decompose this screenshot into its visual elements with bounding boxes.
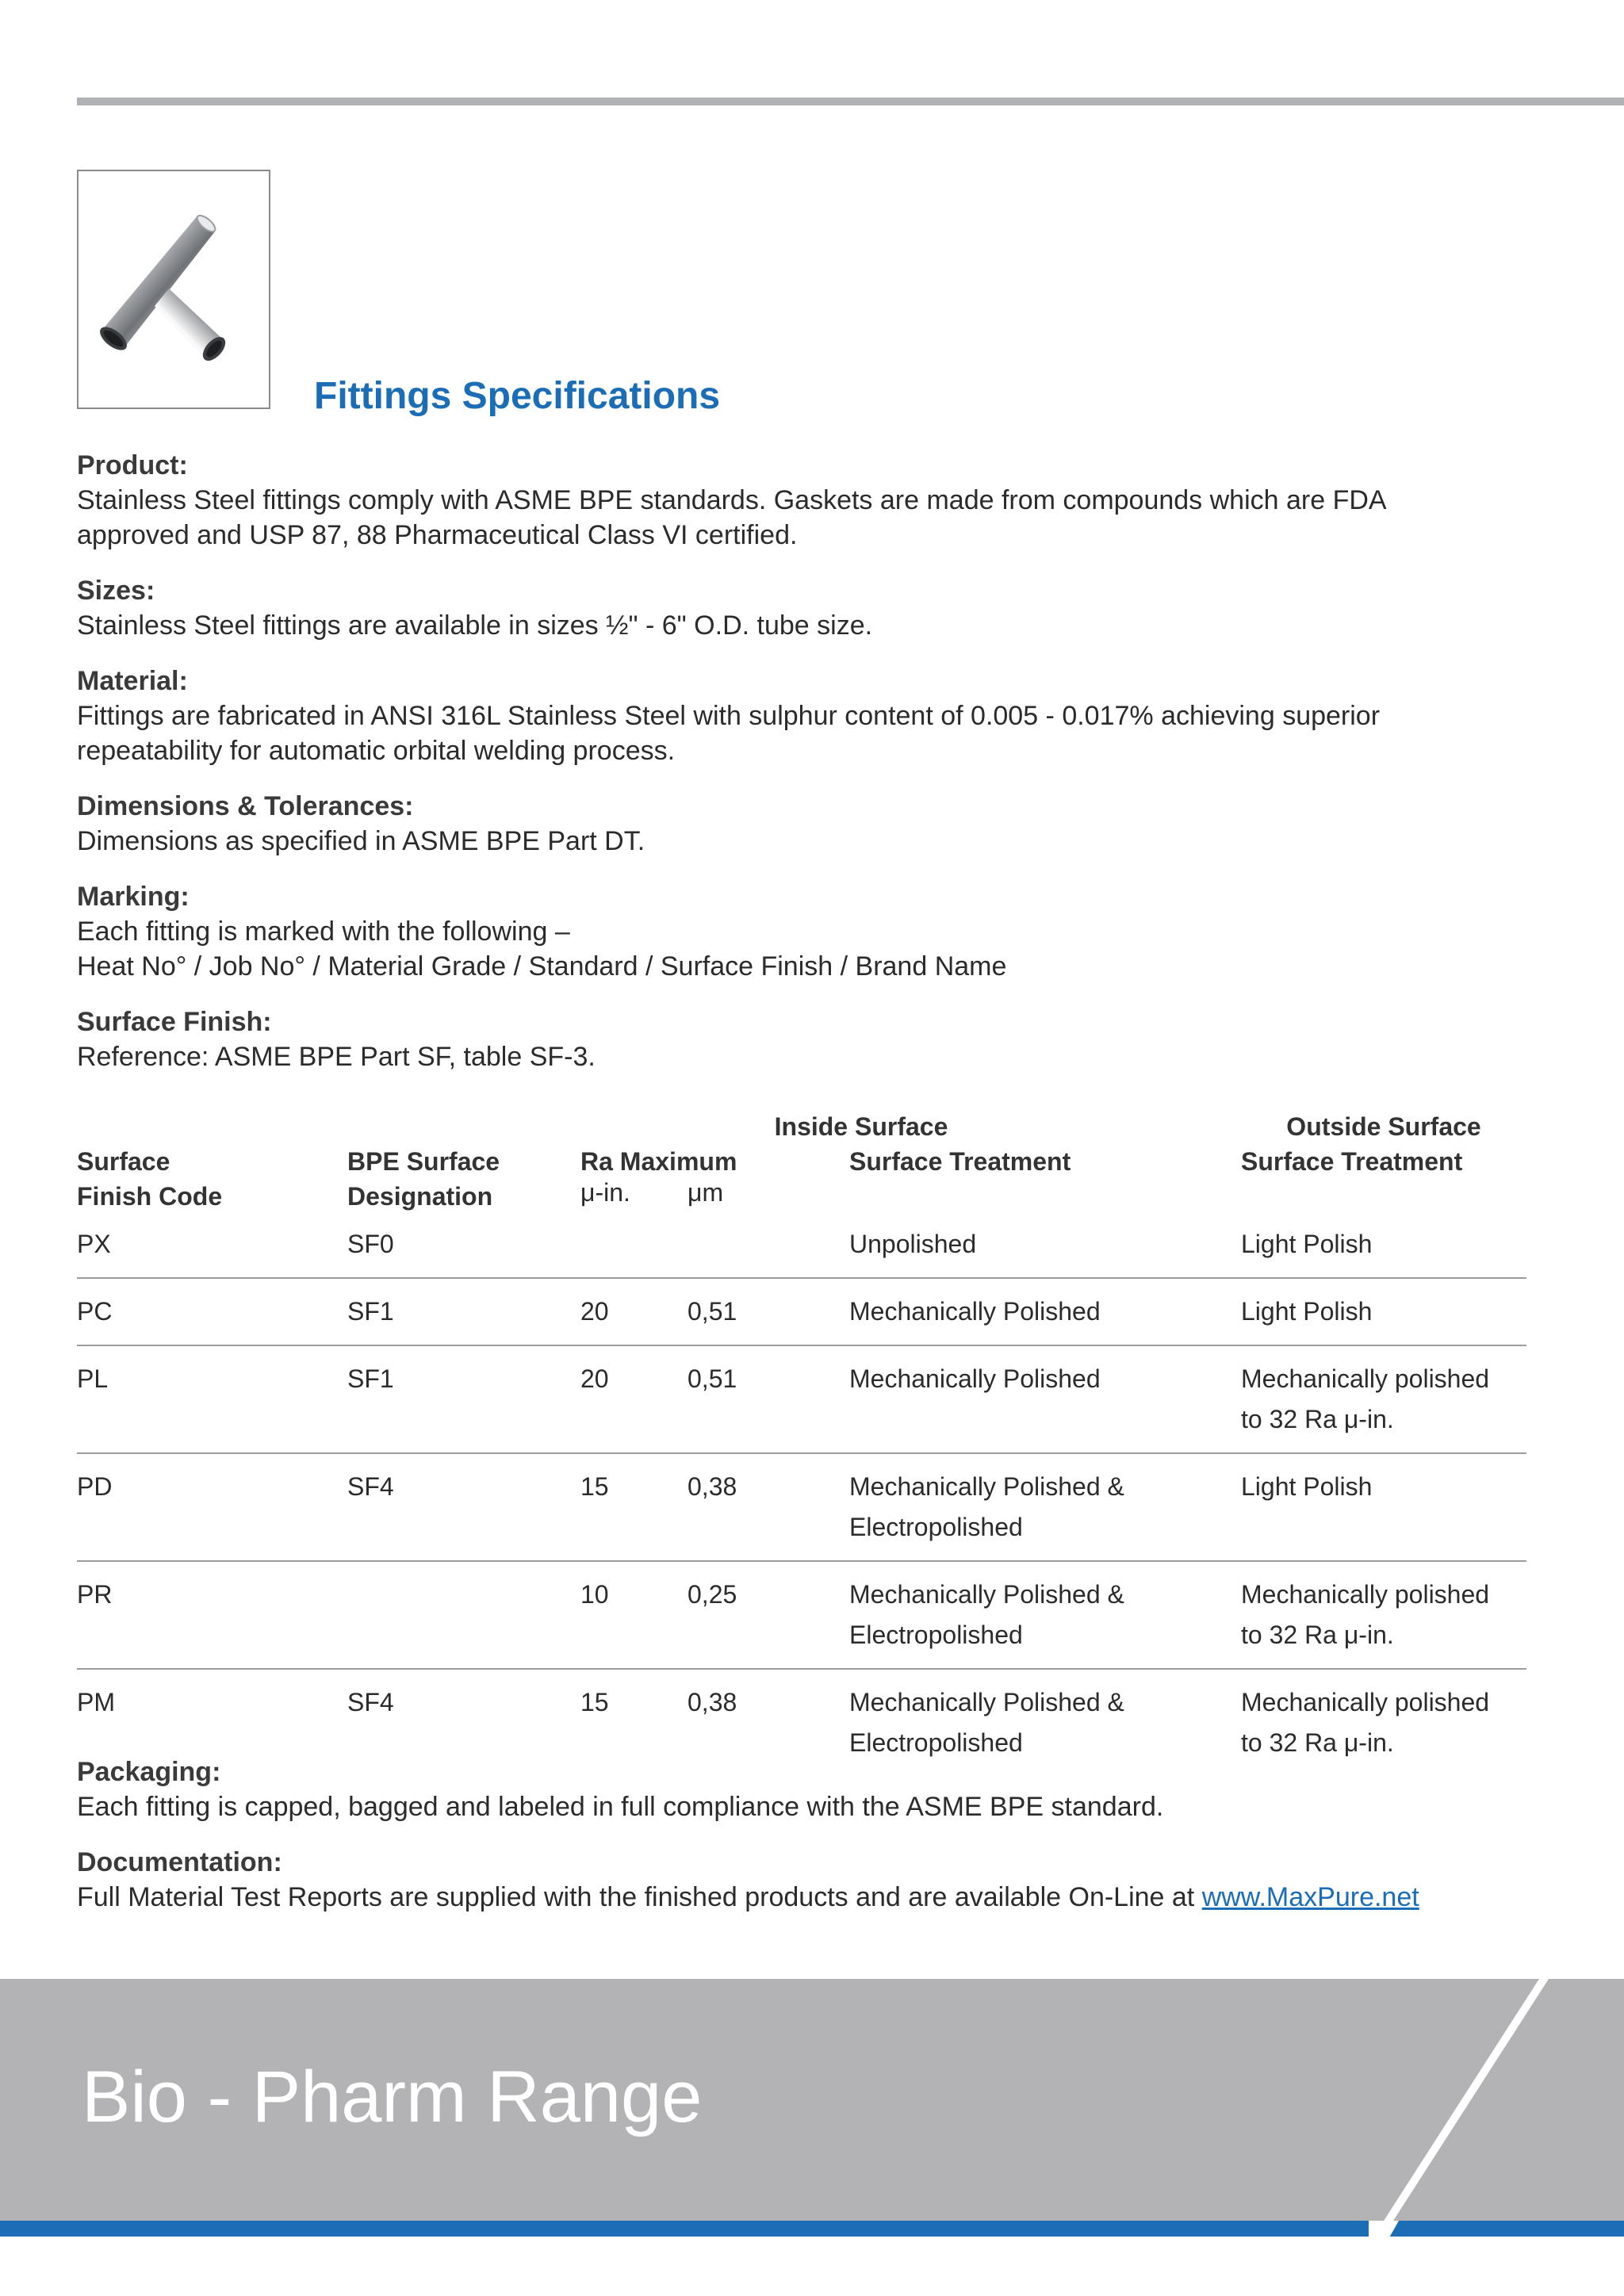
inside-surface-header: Inside Surface — [774, 1112, 948, 1141]
column-header-row — [77, 1142, 1526, 1177]
website-link[interactable]: www.MaxPure.net — [1201, 1882, 1419, 1912]
column-subheader-row — [77, 1177, 1526, 1211]
group-header-row — [77, 1107, 1526, 1142]
cell-uin: 10 — [580, 1561, 688, 1669]
cell-outside — [1241, 1345, 1526, 1453]
cell-line: Mechanically polished — [1241, 1580, 1490, 1609]
section-label: Material: — [77, 666, 188, 696]
cell-line: to 32 Ra μ-in. — [1241, 1728, 1394, 1757]
dimensions-section — [77, 789, 1528, 859]
cell-bpe: SF0 — [347, 1230, 394, 1258]
closing-sections — [77, 1755, 1544, 1935]
table-row — [77, 1561, 1526, 1669]
spec-sections — [77, 448, 1528, 1095]
cell-bpe: SF4 — [347, 1453, 580, 1561]
table-row — [77, 1345, 1526, 1453]
cell-uin: 15 — [580, 1669, 688, 1776]
cell-bpe: SF1 — [347, 1278, 580, 1345]
cell-outside — [1241, 1278, 1526, 1345]
cell-line: Light Polish — [1241, 1472, 1373, 1501]
cell-code: PR — [77, 1561, 347, 1669]
top-rule — [77, 98, 1624, 105]
cell-line: Mechanically Polished & — [849, 1688, 1124, 1716]
header-code-line2: Finish Code — [77, 1182, 223, 1211]
surface-finish-section — [77, 1004, 1528, 1074]
cell-outside — [1241, 1453, 1526, 1561]
section-text: Stainless Steel fittings are available in sizes ½" - 6" O.D. tube size. — [77, 610, 873, 641]
cell-uin — [580, 1211, 688, 1278]
cell-line: Mechanically polished — [1241, 1364, 1490, 1393]
cell-code: PD — [77, 1453, 347, 1561]
cell-inside — [849, 1345, 1241, 1453]
section-text: Fittings are fabricated in ANSI 316L Stainless Steel with sulphur content of 0.005 - 0.017% achieving superior — [77, 701, 1381, 731]
cell-line: Light Polish — [1241, 1297, 1373, 1326]
marking-section — [77, 879, 1528, 984]
cell-um: 0,51 — [688, 1278, 849, 1345]
section-text — [77, 1880, 1544, 1915]
section-label: Documentation: — [77, 1847, 282, 1877]
cell-code: PC — [77, 1278, 347, 1345]
header-bpe-line2: Designation — [347, 1182, 493, 1211]
section-label: Surface Finish: — [77, 1007, 272, 1037]
material-section — [77, 664, 1528, 768]
cell-line: Mechanically Polished & — [849, 1472, 1124, 1501]
section-label: Product: — [77, 450, 188, 480]
cell-line: Unpolished — [849, 1230, 977, 1258]
section-text: Heat No° / Job No° / Material Grade / Standard / Surface Finish / Brand Name — [77, 951, 1007, 982]
cell-line: to 32 Ra μ-in. — [1241, 1621, 1394, 1649]
section-text: approved and USP 87, 88 Pharmaceutical Class VI certified. — [77, 520, 798, 550]
sizes-section — [77, 573, 1528, 643]
header-unit-uin: μ-in. — [580, 1178, 630, 1207]
documentation-section — [77, 1845, 1544, 1915]
cell-uin: 20 — [580, 1345, 688, 1453]
cell-um: 0,38 — [688, 1669, 849, 1776]
cell-line: Electropolished — [849, 1513, 1023, 1541]
cell-inside — [849, 1278, 1241, 1345]
cell-um: 0,51 — [688, 1345, 849, 1453]
cell-line: to 32 Ra μ-in. — [1241, 1405, 1394, 1433]
header-code: Surface — [77, 1147, 170, 1176]
cell-line: Mechanically Polished & — [849, 1580, 1124, 1609]
cell-inside — [849, 1561, 1241, 1669]
header-ra: Ra Maximum — [580, 1147, 737, 1176]
cell-um — [688, 1211, 849, 1278]
cell-bpe: SF1 — [347, 1345, 580, 1453]
cell-outside — [1241, 1561, 1526, 1669]
page-title: Fittings Specifications — [314, 375, 721, 417]
section-label: Dimensions & Tolerances: — [77, 791, 414, 821]
cell-inside — [849, 1211, 1241, 1278]
cell-code: PL — [77, 1345, 347, 1453]
cell-bpe — [347, 1561, 580, 1669]
cell-line: Mechanically Polished — [849, 1297, 1101, 1326]
cell-outside — [1241, 1211, 1526, 1278]
section-text: Dimensions as specified in ASME BPE Part DT. — [77, 826, 645, 856]
cell-line: Light Polish — [1241, 1230, 1373, 1258]
section-label: Sizes: — [77, 576, 155, 606]
product-section — [77, 448, 1528, 553]
cell-um: 0,25 — [688, 1561, 849, 1669]
section-text: Each fitting is capped, bagged and labeled in full compliance with the ASME BPE standard. — [77, 1792, 1164, 1822]
cell-line: Mechanically Polished — [849, 1364, 1101, 1393]
cell-code: PM — [77, 1669, 347, 1776]
cell-line: Electropolished — [849, 1728, 1023, 1757]
outside-surface-header: Outside Surface — [1286, 1112, 1481, 1141]
footer-title: Bio - Pharm Range — [82, 2057, 703, 2137]
header-outside-treatment: Surface Treatment — [1241, 1147, 1463, 1176]
cell-bpe: SF4 — [347, 1669, 580, 1776]
cell-line: Electropolished — [849, 1621, 1023, 1649]
cell-um: 0,38 — [688, 1453, 849, 1561]
table-row — [77, 1211, 1526, 1278]
product-thumbnail — [77, 170, 270, 409]
cell-uin: 20 — [580, 1278, 688, 1345]
table-row — [77, 1453, 1526, 1561]
header-bpe: BPE Surface — [347, 1147, 500, 1176]
section-label: Marking: — [77, 882, 190, 912]
section-text: Stainless Steel fittings comply with ASME BPE standards. Gaskets are made from compounds which are FDA — [77, 485, 1387, 515]
documentation-text: Full Material Test Reports are supplied with the finished products and are available On-Line at — [77, 1882, 1202, 1912]
header-inside-treatment: Surface Treatment — [849, 1147, 1071, 1176]
section-text: Each fitting is marked with the following – — [77, 916, 570, 947]
section-text: Reference: ASME BPE Part SF, table SF-3. — [77, 1042, 596, 1072]
tee-fitting-icon — [79, 171, 269, 408]
surface-finish-table — [77, 1107, 1526, 1776]
section-text: repeatability for automatic orbital welding process. — [77, 736, 676, 766]
cell-code: PX — [77, 1230, 111, 1258]
section-label: Packaging: — [77, 1757, 221, 1787]
packaging-section — [77, 1755, 1544, 1824]
header-unit-um: μm — [688, 1178, 724, 1207]
cell-uin: 15 — [580, 1453, 688, 1561]
cell-inside — [849, 1453, 1241, 1561]
table-row — [77, 1278, 1526, 1345]
cell-line: Mechanically polished — [1241, 1688, 1490, 1716]
